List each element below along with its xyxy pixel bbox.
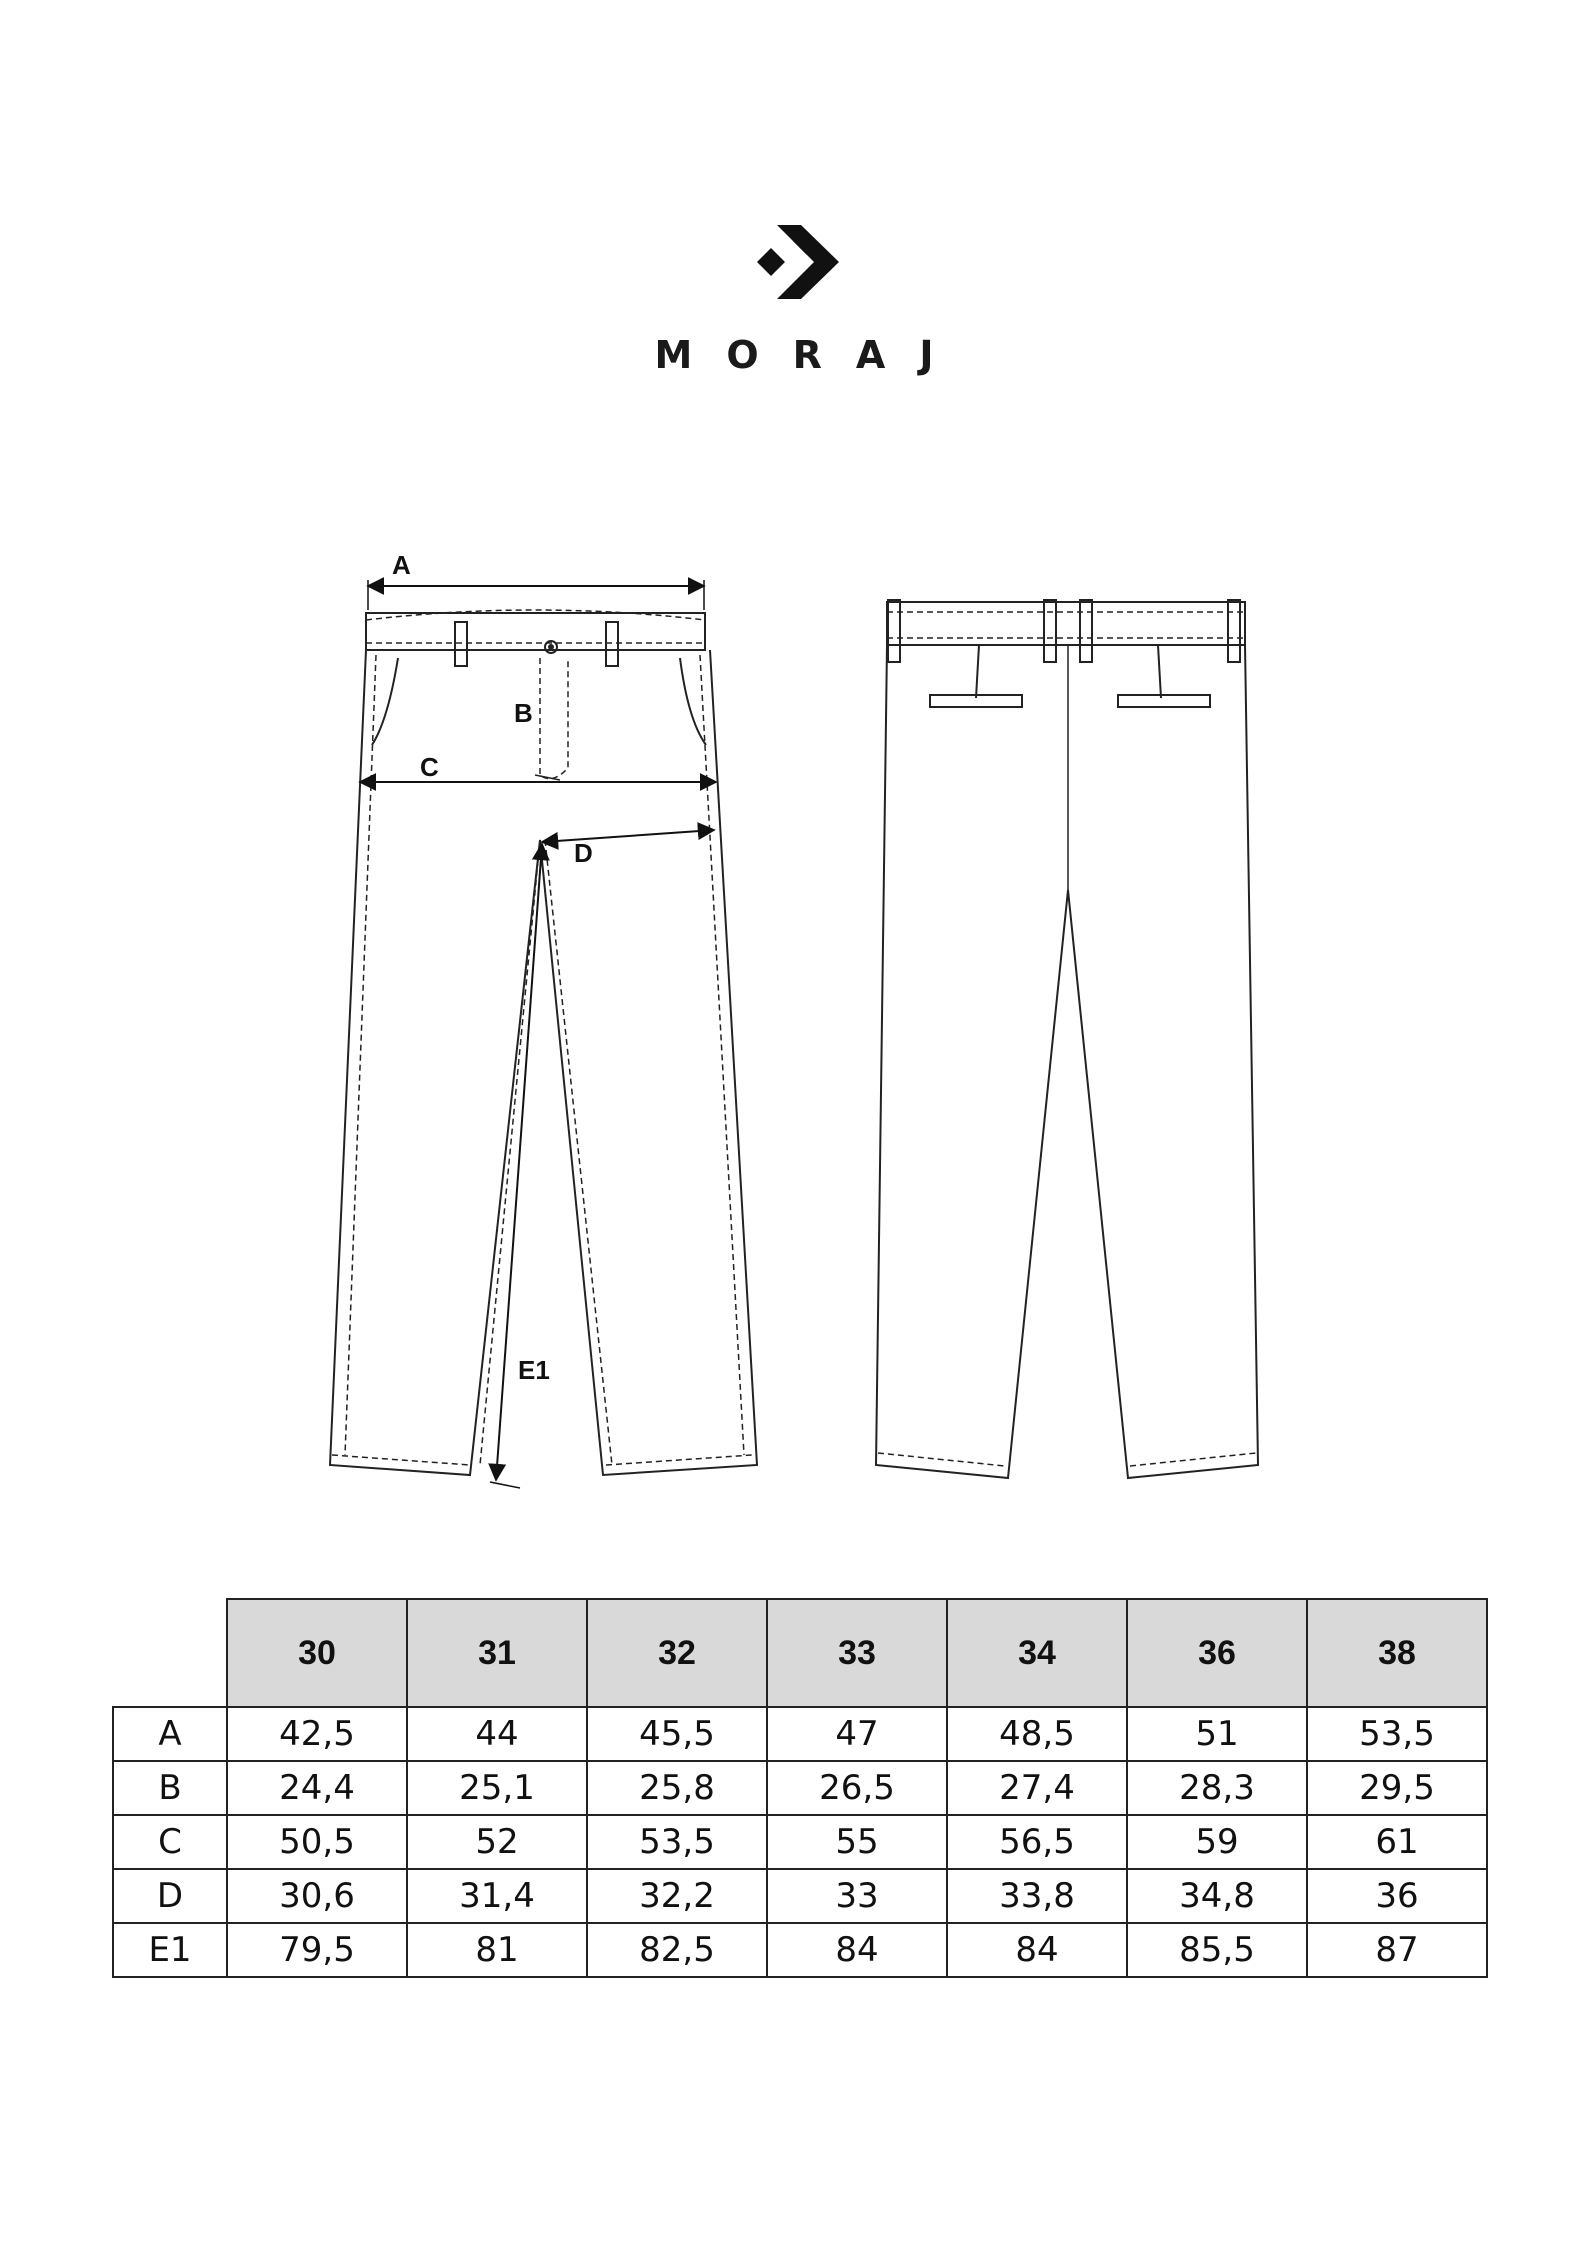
table-cell: 55 bbox=[767, 1815, 947, 1869]
table-cell: 48,5 bbox=[947, 1707, 1127, 1761]
table-cell: 61 bbox=[1307, 1815, 1487, 1869]
dim-label-e1: E1 bbox=[518, 1355, 550, 1385]
size-header: 30 bbox=[227, 1599, 407, 1707]
table-cell: 52 bbox=[407, 1815, 587, 1869]
trousers-diagram bbox=[0, 540, 1588, 1500]
table-cell: 53,5 bbox=[1307, 1707, 1487, 1761]
table-cell: 24,4 bbox=[227, 1761, 407, 1815]
table-cell: 26,5 bbox=[767, 1761, 947, 1815]
row-label: C bbox=[113, 1815, 227, 1869]
table-row bbox=[113, 1869, 1487, 1923]
table-cell: 33 bbox=[767, 1869, 947, 1923]
size-header: 34 bbox=[947, 1599, 1127, 1707]
table-row bbox=[113, 1923, 1487, 1977]
dim-label-c: C bbox=[420, 752, 439, 782]
table-cell: 47 bbox=[767, 1707, 947, 1761]
row-label: A bbox=[113, 1707, 227, 1761]
table-cell: 50,5 bbox=[227, 1815, 407, 1869]
row-label: D bbox=[113, 1869, 227, 1923]
table-cell: 56,5 bbox=[947, 1815, 1127, 1869]
table-cell: 27,4 bbox=[947, 1761, 1127, 1815]
table-cell: 25,1 bbox=[407, 1761, 587, 1815]
table-cell: 25,8 bbox=[587, 1761, 767, 1815]
table-cell: 29,5 bbox=[1307, 1761, 1487, 1815]
table-cell: 36 bbox=[1307, 1869, 1487, 1923]
logo-chevron-icon bbox=[755, 215, 845, 310]
size-header: 36 bbox=[1127, 1599, 1307, 1707]
table-row bbox=[113, 1761, 1487, 1815]
table-cell: 82,5 bbox=[587, 1923, 767, 1977]
size-chart-table bbox=[112, 1598, 1488, 1978]
dimension-lines bbox=[360, 580, 716, 1488]
table-cell: 81 bbox=[407, 1923, 587, 1977]
brand-name: MORAJ bbox=[654, 333, 968, 377]
table-cell: 28,3 bbox=[1127, 1761, 1307, 1815]
table-cell: 59 bbox=[1127, 1815, 1307, 1869]
table-row bbox=[113, 1815, 1487, 1869]
size-header: 38 bbox=[1307, 1599, 1487, 1707]
dim-label-d: D bbox=[574, 838, 593, 868]
back-view bbox=[876, 600, 1258, 1478]
size-header: 31 bbox=[407, 1599, 587, 1707]
size-header-row bbox=[113, 1599, 1487, 1707]
table-corner bbox=[113, 1599, 227, 1707]
table-cell: 87 bbox=[1307, 1923, 1487, 1977]
table-cell: 51 bbox=[1127, 1707, 1307, 1761]
row-label: B bbox=[113, 1761, 227, 1815]
table-cell: 30,6 bbox=[227, 1869, 407, 1923]
table-row bbox=[113, 1707, 1487, 1761]
table-cell: 33,8 bbox=[947, 1869, 1127, 1923]
table-cell: 84 bbox=[947, 1923, 1127, 1977]
front-view bbox=[330, 610, 757, 1475]
dim-label-a: A bbox=[392, 550, 411, 580]
dim-label-b: B bbox=[514, 698, 533, 728]
table-cell: 34,8 bbox=[1127, 1869, 1307, 1923]
table-cell: 44 bbox=[407, 1707, 587, 1761]
table-cell: 85,5 bbox=[1127, 1923, 1307, 1977]
size-header: 32 bbox=[587, 1599, 767, 1707]
table-cell: 84 bbox=[767, 1923, 947, 1977]
table-cell: 32,2 bbox=[587, 1869, 767, 1923]
table-cell: 31,4 bbox=[407, 1869, 587, 1923]
row-label: E1 bbox=[113, 1923, 227, 1977]
table-cell: 42,5 bbox=[227, 1707, 407, 1761]
table-cell: 45,5 bbox=[587, 1707, 767, 1761]
table-cell: 79,5 bbox=[227, 1923, 407, 1977]
table-cell: 53,5 bbox=[587, 1815, 767, 1869]
size-header: 33 bbox=[767, 1599, 947, 1707]
